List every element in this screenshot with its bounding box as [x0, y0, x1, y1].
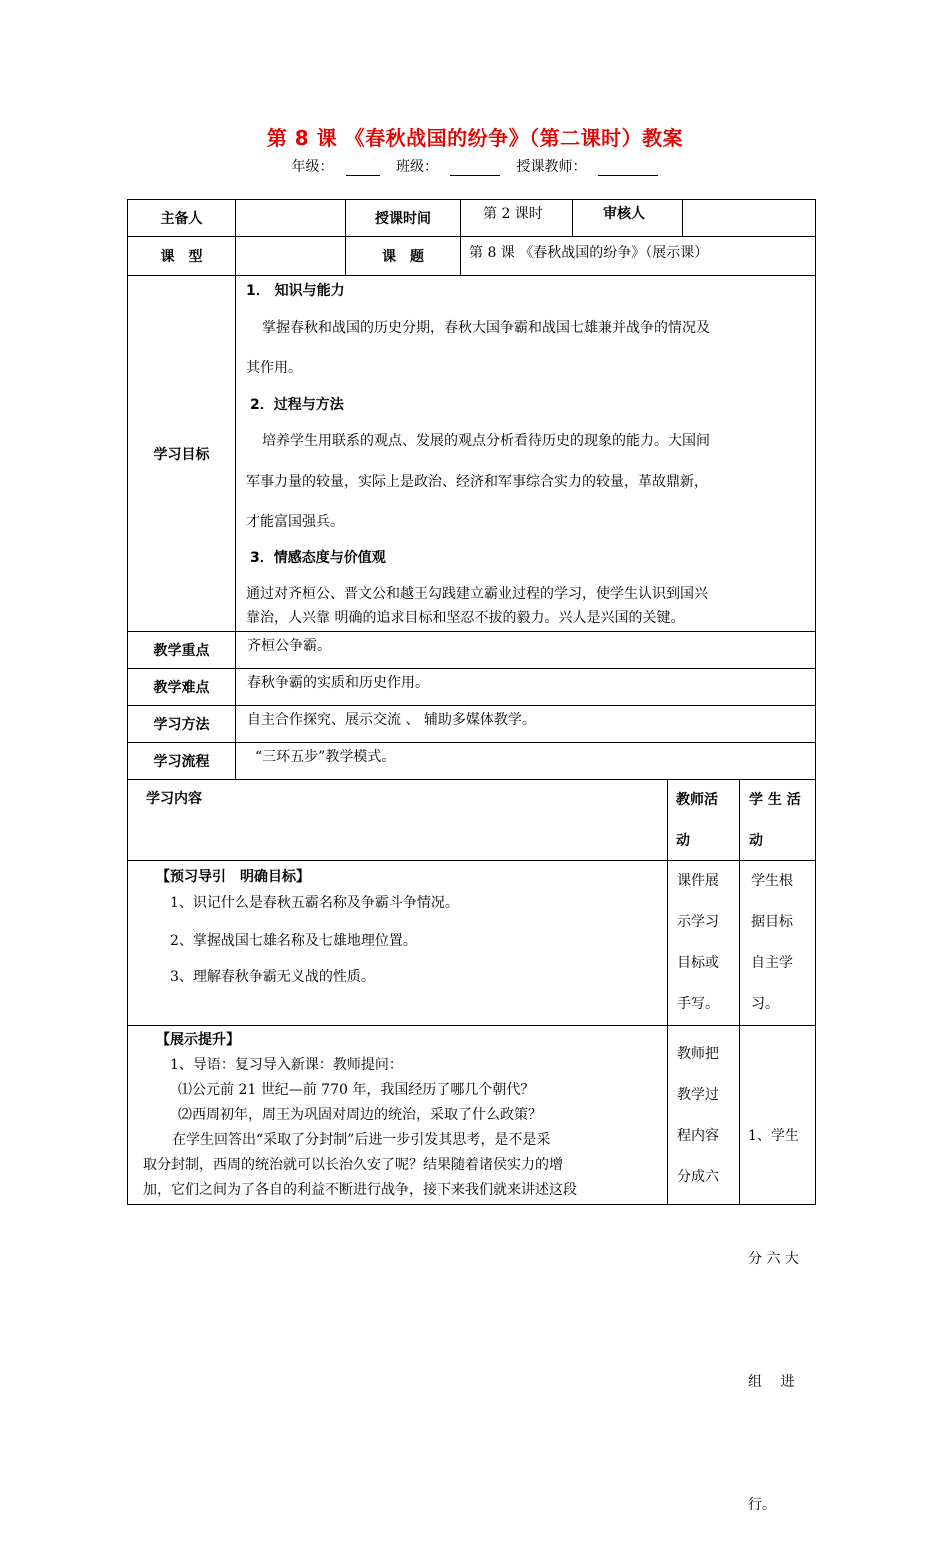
show-student-line: 组 进 — [748, 1374, 795, 1390]
method-value: 自主合作探究、展示交流 、 辅助多媒体教学。 — [235, 705, 816, 743]
teacher-activity-header — [667, 779, 740, 861]
student-activity-line-1: 学 生 活 — [749, 792, 801, 808]
topic-label: 课 题 — [345, 236, 461, 276]
class-label: 班级： — [396, 159, 438, 175]
preview-student-activity — [739, 860, 816, 1026]
preview-teacher-line: 课件展 — [677, 873, 719, 889]
show-line-5: 取分封制，西周的统治就可以长治久安了呢？结果随着诸侯实力的增 — [143, 1157, 563, 1173]
preview-student-line: 自主学 — [751, 955, 793, 971]
show-line-6: 加，它们之间为了各自的利益不断进行战争，接下来我们就来讲述这段 — [143, 1182, 577, 1198]
teacher-activity-line-1: 教师活 — [676, 792, 718, 808]
preview-item-2: 2、掌握战国七雄名称及七雄地理位置。 — [170, 933, 417, 949]
show-student-line: 1、学生 — [748, 1128, 799, 1144]
show-teacher-activity — [667, 1025, 740, 1205]
type-label: 课 型 — [127, 236, 236, 276]
process-value: “三环五步”教学模式。 — [235, 742, 816, 780]
preview-student-line: 学生根 — [751, 873, 793, 889]
objective-heading-2: 2．过程与方法 — [250, 397, 344, 413]
student-activity-header — [739, 779, 816, 861]
objective-text-1a: 掌握春秋和战国的历史分期，春秋大国争霸和战国七雄兼并战争的情况及 — [262, 320, 710, 336]
show-teacher-line: 教师把 — [677, 1046, 719, 1062]
reviewer-label: 审核人 — [572, 199, 683, 237]
teacher-activity-line-2: 动 — [676, 833, 690, 849]
content-label: 学习内容 — [127, 779, 668, 861]
preview-heading: 【预习导引 明确目标】 — [156, 869, 310, 885]
type-value — [235, 236, 346, 276]
show-line-1: 1、导语：复习导入新课：教师提问： — [170, 1057, 403, 1073]
show-teacher-line: 程内容 — [677, 1128, 719, 1144]
preparer-value — [235, 199, 346, 237]
objective-text-2b: 军事力量的较量，实际上是政治、经济和军事综合实力的较量，革故鼎新， — [246, 474, 708, 490]
grade-label: 年级： — [291, 159, 334, 175]
show-student-line: 分 六 大 — [748, 1251, 799, 1267]
show-teacher-line: 分成六 — [677, 1169, 719, 1185]
preview-item-3: 3、理解春秋争霸无义战的性质。 — [170, 969, 375, 985]
show-heading: 【展示提升】 — [156, 1032, 240, 1048]
objectives-label: 学习目标 — [127, 275, 236, 632]
topic-value: 第 8 课 《春秋战国的纷争》（展示课） — [460, 236, 816, 276]
show-line-2: ⑴公元前 21 世纪—前 770 年，我国经历了哪几个朝代？ — [178, 1082, 535, 1098]
objective-text-3a: 通过对齐桓公、晋文公和越王勾践建立霸业过程的学习，使学生认识到国兴 — [246, 586, 708, 602]
teacher-blank[interactable] — [598, 161, 658, 176]
preview-teacher-line: 目标或 — [677, 955, 719, 971]
objective-text-1b: 其作用。 — [246, 360, 302, 376]
preview-teacher-line: 示学习 — [677, 914, 719, 930]
class-blank[interactable] — [450, 161, 500, 176]
objective-text-2c: 才能富国强兵。 — [246, 514, 344, 530]
subtitle-line — [0, 156, 950, 176]
process-label: 学习流程 — [127, 742, 236, 780]
preparer-label: 主备人 — [127, 199, 236, 237]
grade-blank[interactable] — [346, 161, 380, 176]
difficulty-label: 教学难点 — [127, 668, 236, 706]
difficulty-value: 春秋争霸的实质和历史作用。 — [235, 668, 816, 706]
show-student-line: 行。 — [748, 1497, 776, 1513]
reviewer-value — [682, 199, 816, 237]
teacher-label: 授课教师： — [516, 159, 587, 175]
show-line-3: ⑵西周初年，周王为巩固对周边的统治，采取了什么政策？ — [178, 1107, 542, 1123]
preview-student-line: 习。 — [751, 996, 779, 1012]
focus-value: 齐桓公争霸。 — [235, 631, 816, 669]
time-value: 第 2 课时 — [460, 199, 573, 237]
student-activity-line-2: 动 — [749, 833, 763, 849]
focus-label: 教学重点 — [127, 631, 236, 669]
preview-teacher-activity — [667, 860, 740, 1026]
objective-heading-1: 1． 知识与能力 — [246, 283, 345, 299]
show-student-activity — [739, 1025, 816, 1513]
page-title: 第 8 课 《春秋战国的纷争》（第二课时）教案 — [266, 126, 684, 150]
show-line-4: 在学生回答出“采取了分封制”后进一步引发其思考，是不是采 — [172, 1132, 551, 1148]
method-label: 学习方法 — [127, 705, 236, 743]
preview-item-1: 1、识记什么是春秋五霸名称及争霸斗争情况。 — [170, 895, 459, 911]
objective-text-2a: 培养学生用联系的观点、发展的观点分析看待历史的现象的能力。大国间 — [262, 433, 710, 449]
objective-heading-3: 3．情感态度与价值观 — [250, 550, 386, 566]
preview-student-line: 据目标 — [751, 914, 793, 930]
preview-teacher-line: 手写。 — [677, 996, 719, 1012]
show-teacher-line: 教学过 — [677, 1087, 719, 1103]
time-label: 授课时间 — [345, 199, 461, 237]
objective-text-3b: 靠治，人兴靠 明确的追求目标和坚忍不拔的毅力。兴人是兴国的关键。 — [246, 610, 685, 626]
